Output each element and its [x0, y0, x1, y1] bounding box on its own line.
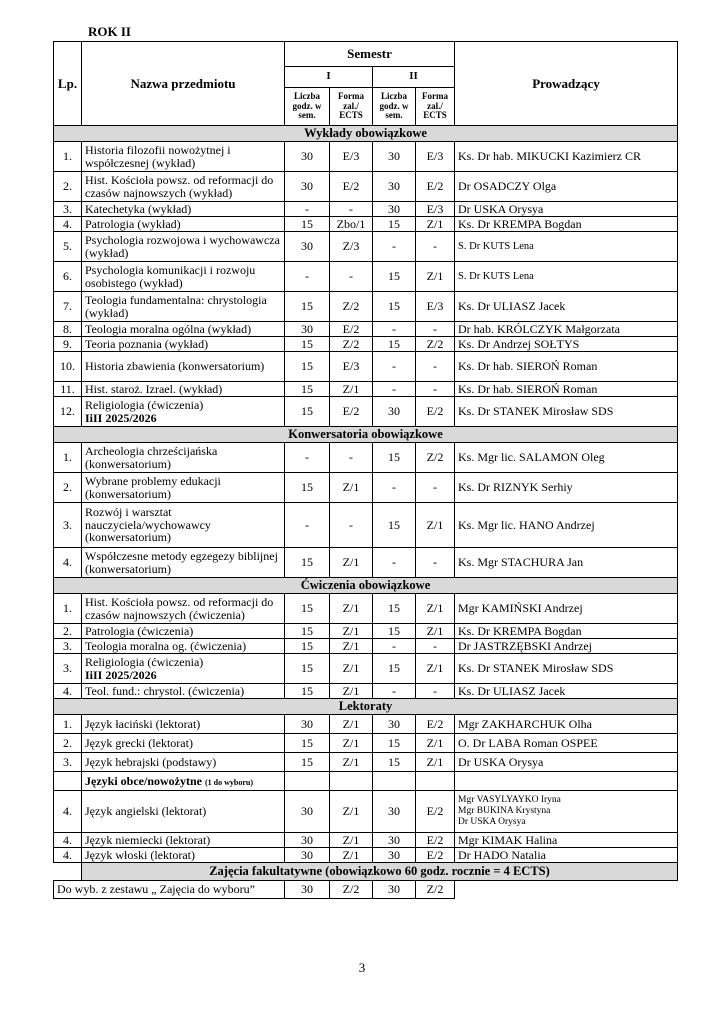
form-sem-2: Z/1 [416, 217, 455, 232]
hours-sem-1: 30 [285, 715, 330, 734]
hours-sem-1: 30 [285, 791, 330, 833]
table-row [54, 217, 678, 232]
table-row [54, 833, 678, 848]
teacher-name: Ks. Dr ULIASZ Jacek [455, 684, 678, 699]
hours-sem-1: - [285, 443, 330, 473]
teacher-list [455, 791, 678, 833]
section-title: Wykłady obowiązkowe [54, 126, 678, 142]
hours-sem-2: 15 [373, 262, 416, 292]
subject-name-text: Język włoski (lektorat) [85, 847, 195, 862]
row-number: 11. [54, 382, 82, 397]
teacher-name: S. Dr KUTS Lena [455, 262, 678, 292]
subject-name [82, 473, 285, 503]
row-number: 4. [54, 833, 82, 848]
hours-sem-1: 15 [285, 292, 330, 322]
subject-name-text: Hist. Kościoła powsz. od reformacji do czasów najnowszych (wykład) [85, 172, 274, 200]
subject-name [82, 262, 285, 292]
hours-sem-1: 30 [285, 172, 330, 202]
form-sem-2: E/3 [416, 142, 455, 172]
table-row [54, 654, 678, 684]
form-sem-2: - [416, 232, 455, 262]
subject-name [82, 654, 285, 684]
header-hours-2: Liczba godz. w sem. [373, 88, 416, 126]
hours-sem-2: 30 [373, 202, 416, 217]
footer-spacer [54, 863, 82, 881]
teacher-name: S. Dr KUTS Lena [455, 232, 678, 262]
hours-sem-2: - [373, 639, 416, 654]
section-title: Lektoraty [54, 699, 678, 715]
table-row [54, 397, 678, 427]
table-row [54, 352, 678, 382]
row-number: 3. [54, 654, 82, 684]
form-sem-2: Z/1 [416, 753, 455, 772]
table-row [54, 624, 678, 639]
subject-name [82, 833, 285, 848]
header-form-1: Forma zal./ ECTS [330, 88, 373, 126]
form-sem-2: E/2 [416, 397, 455, 427]
subject-name [82, 172, 285, 202]
row-number: 4. [54, 848, 82, 863]
table-row [54, 734, 678, 753]
form-sem-2: E/3 [416, 202, 455, 217]
subject-name [82, 232, 285, 262]
form-sem-2: E/3 [416, 292, 455, 322]
subject-name-text: Archeologia chrześcijańska (konwersatorium) [85, 443, 218, 471]
subject-name [82, 397, 285, 427]
table-row [54, 848, 678, 863]
form-sem-2: - [416, 548, 455, 578]
subject-name [82, 382, 285, 397]
hours-sem-1: 15 [285, 382, 330, 397]
row-number: 12. [54, 397, 82, 427]
subject-name [82, 503, 285, 548]
hours-sem-1: 30 [285, 322, 330, 337]
subject-name-text: Język grecki (lektorat) [85, 735, 193, 750]
header-teacher: Prowadzący [455, 42, 678, 126]
form-sem-2: - [416, 639, 455, 654]
teacher-name: Ks. Dr RIZNYK Serhiy [455, 473, 678, 503]
hours-sem-2: - [373, 473, 416, 503]
subject-name [82, 217, 285, 232]
row-number: 3. [54, 202, 82, 217]
form-sem-2 [416, 772, 455, 791]
hours-sem-1: 15 [285, 639, 330, 654]
subject-name-text: Psychologia rozwojowa i wychowawcza (wykład) [85, 232, 280, 260]
table-row [54, 503, 678, 548]
teacher-name: Ks. Dr KREMPA Bogdan [455, 624, 678, 639]
teacher-name: Ks. Dr hab. MIKUCKI Kazimierz CR [455, 142, 678, 172]
subject-name-text: Teologia moralna og. (ćwiczenia) [85, 638, 247, 653]
form-sem-2: E/2 [416, 833, 455, 848]
teacher-name: Dr OSADCZY Olga [455, 172, 678, 202]
table-row [54, 791, 678, 833]
hours-sem-2: 30 [373, 172, 416, 202]
hours-sem-1: 15 [285, 734, 330, 753]
hours-sem-1: 30 [285, 848, 330, 863]
row-number: 2. [54, 734, 82, 753]
header-lp: Lp. [54, 42, 82, 126]
section-title: Konwersatoria obowiązkowe [54, 427, 678, 443]
table-row [54, 382, 678, 397]
subject-name [82, 352, 285, 382]
hours-sem-1: 15 [285, 753, 330, 772]
teacher-name: Mgr VASYLYAYKO Iryna [458, 795, 561, 806]
hours-sem-1: - [285, 202, 330, 217]
row-number: 5. [54, 232, 82, 262]
subject-name [82, 791, 285, 833]
form-sem-2: - [416, 684, 455, 699]
hours-sem-2: 30 [373, 397, 416, 427]
form-sem-1: E/3 [330, 142, 373, 172]
hours-sem-2: 15 [373, 654, 416, 684]
form-sem-1: - [330, 262, 373, 292]
footer-hours-1: 30 [285, 881, 330, 899]
form-sem-1: E/2 [330, 172, 373, 202]
table-row [54, 443, 678, 473]
subject-name-text: Hist. Kościoła powsz. od reformacji do czasów najnowszych (ćwiczenia) [85, 594, 274, 622]
form-sem-2: - [416, 382, 455, 397]
table-row [54, 142, 678, 172]
header-hours-1: Liczba godz. w sem. [285, 88, 330, 126]
section-title: Ćwiczenia obowiązkowe [54, 578, 678, 594]
form-sem-2: Z/2 [416, 443, 455, 473]
form-sem-2: Z/1 [416, 262, 455, 292]
form-sem-2: Z/1 [416, 503, 455, 548]
subject-name-text: Psychologia komunikacji i rozwoju osobistego (wykład) [85, 262, 256, 290]
table-row [54, 753, 678, 772]
form-sem-1: Z/2 [330, 292, 373, 322]
year-title: ROK II [88, 24, 131, 39]
footer-form-2: Z/2 [416, 881, 455, 899]
teacher-name: Dr USKA Orysya [455, 202, 678, 217]
subject-name [82, 142, 285, 172]
table-row [54, 772, 678, 791]
hours-sem-1: 15 [285, 217, 330, 232]
row-number: 3. [54, 639, 82, 654]
teacher-name: O. Dr LABA Roman OSPEE [455, 734, 678, 753]
hours-sem-1: 15 [285, 397, 330, 427]
hours-sem-1 [285, 772, 330, 791]
hours-sem-2: 30 [373, 791, 416, 833]
form-sem-2: Z/2 [416, 337, 455, 352]
footer-empty [455, 881, 678, 899]
form-sem-1: Z/1 [330, 594, 373, 624]
form-sem-1: Z/1 [330, 833, 373, 848]
teacher-name: Ks. Mgr STACHURA Jan [455, 548, 678, 578]
subject-name-text: Język łaciński (lektorat) [85, 716, 201, 731]
form-sem-1: Z/1 [330, 382, 373, 397]
hours-sem-1: 15 [285, 548, 330, 578]
subject-name-text: Język niemiecki (lektorat) [85, 832, 211, 847]
table-row [54, 337, 678, 352]
table-row [54, 548, 678, 578]
form-sem-1: Z/1 [330, 734, 373, 753]
teacher-name: Mgr KAMIŃSKI Andrzej [455, 594, 678, 624]
row-number: 6. [54, 262, 82, 292]
footer-label: Do wyb. z zestawu „ Zajęcia do wyboru” [54, 881, 285, 899]
subject-name [82, 772, 285, 791]
header-form-2: Forma zal./ ECTS [416, 88, 455, 126]
teacher-name: Dr JASTRZĘBSKI Andrzej [455, 639, 678, 654]
hours-sem-1: 15 [285, 594, 330, 624]
form-sem-2: Z/1 [416, 734, 455, 753]
hours-sem-1: 15 [285, 684, 330, 699]
hours-sem-2: 30 [373, 715, 416, 734]
subject-name-text: Język hebrajski (podstawy) [85, 754, 217, 769]
hours-sem-2 [373, 772, 416, 791]
row-number: 8. [54, 322, 82, 337]
subject-name-text: Teologia moralna ogólna (wykład) [85, 321, 252, 336]
table-row [54, 202, 678, 217]
subject-name-text: Wybrane problemy edukacji (konwersatorium) [85, 473, 221, 501]
footer-title: Zajęcia fakultatywne (obowiązkowo 60 godz. rocznie = 4 ECTS) [82, 863, 678, 881]
hours-sem-2: 15 [373, 443, 416, 473]
form-sem-2: Z/1 [416, 654, 455, 684]
form-sem-1: Z/1 [330, 548, 373, 578]
subject-name [82, 715, 285, 734]
table-row [54, 262, 678, 292]
teacher-name: Dr USKA Orysya [455, 753, 678, 772]
row-number: 1. [54, 594, 82, 624]
subject-name [82, 202, 285, 217]
teacher-name: Ks. Mgr lic. SALAMON Oleg [455, 443, 678, 473]
teacher-name [455, 772, 678, 791]
header-semester: Semestr [285, 42, 455, 67]
form-sem-2: E/2 [416, 848, 455, 863]
form-sem-1: Z/1 [330, 639, 373, 654]
subject-name-text: Historia zbawienia (konwersatorium) [85, 359, 265, 374]
hours-sem-1: 30 [285, 833, 330, 848]
hours-sem-1: - [285, 262, 330, 292]
hours-sem-1: 15 [285, 337, 330, 352]
form-sem-1: Zbo/1 [330, 217, 373, 232]
hours-sem-2: - [373, 322, 416, 337]
table-row [54, 172, 678, 202]
subject-name [82, 548, 285, 578]
subject-name [82, 684, 285, 699]
hours-sem-2: 15 [373, 624, 416, 639]
hours-sem-2: - [373, 684, 416, 699]
form-sem-1: E/2 [330, 322, 373, 337]
form-sem-2: E/2 [416, 715, 455, 734]
hours-sem-2: 15 [373, 753, 416, 772]
teacher-name: Ks. Dr hab. SIEROŃ Roman [455, 382, 678, 397]
teacher-name: Mgr KIMAK Halina [455, 833, 678, 848]
hours-sem-2: 15 [373, 337, 416, 352]
hours-sem-1: 15 [285, 352, 330, 382]
form-sem-1: Z/1 [330, 791, 373, 833]
teacher-name: Ks. Dr hab. SIEROŃ Roman [455, 352, 678, 382]
form-sem-1 [330, 772, 373, 791]
subject-name [82, 443, 285, 473]
teacher-name: Ks. Dr STANEK Mirosław SDS [455, 654, 678, 684]
hours-sem-2: 30 [373, 848, 416, 863]
row-number: 4. [54, 791, 82, 833]
row-number: 2. [54, 624, 82, 639]
subject-name-text: Teoria poznania (wykład) [85, 336, 209, 351]
row-number: 7. [54, 292, 82, 322]
subject-name-text: Rozwój i warsztat nauczyciela/wychowawcy (konwersatorium) [85, 505, 211, 545]
form-sem-2: - [416, 473, 455, 503]
hours-sem-1: 15 [285, 654, 330, 684]
subject-name-text: Współczesne metody egzegezy biblijnej (konwersatorium) [85, 548, 278, 576]
teacher-name: Dr hab. KRÓLCZYK Małgorzata [455, 322, 678, 337]
table-row [54, 292, 678, 322]
row-number: 3. [54, 503, 82, 548]
page-number: 3 [358, 960, 366, 975]
teacher-name: Ks. Dr ULIASZ Jacek [455, 292, 678, 322]
form-sem-2: E/2 [416, 791, 455, 833]
hours-sem-2: 15 [373, 217, 416, 232]
row-number: 1. [54, 142, 82, 172]
teacher-name: Dr USKA Orysya [458, 816, 526, 827]
row-number: 4. [54, 684, 82, 699]
row-number: 4. [54, 548, 82, 578]
form-sem-1: E/2 [330, 397, 373, 427]
subject-year-note: IiII 2025/2026 [85, 667, 157, 682]
form-sem-1: Z/1 [330, 654, 373, 684]
form-sem-1: Z/2 [330, 337, 373, 352]
hours-sem-2: 30 [373, 833, 416, 848]
hours-sem-1: - [285, 503, 330, 548]
optional-languages-title: Języki obce/nowożytne [85, 773, 202, 788]
hours-sem-1: 30 [285, 232, 330, 262]
form-sem-2: Z/1 [416, 624, 455, 639]
subject-name [82, 753, 285, 772]
form-sem-1: Z/1 [330, 753, 373, 772]
row-number: 9. [54, 337, 82, 352]
teacher-name: Mgr ZAKHARCHUK Olha [455, 715, 678, 734]
row-number: 3. [54, 753, 82, 772]
form-sem-1: E/3 [330, 352, 373, 382]
row-number: 2. [54, 473, 82, 503]
form-sem-1: - [330, 443, 373, 473]
subject-name [82, 594, 285, 624]
hours-sem-2: - [373, 352, 416, 382]
subject-name [82, 624, 285, 639]
hours-sem-2: 15 [373, 503, 416, 548]
form-sem-1: Z/3 [330, 232, 373, 262]
form-sem-1: Z/1 [330, 624, 373, 639]
subject-name-text: Patrologia (wykład) [85, 216, 181, 231]
form-sem-2: - [416, 322, 455, 337]
form-sem-1: Z/1 [330, 848, 373, 863]
form-sem-2: Z/1 [416, 594, 455, 624]
form-sem-1: Z/1 [330, 715, 373, 734]
subject-name-text: Teologia fundamentalna: chrystologia (wykład) [85, 292, 267, 320]
subject-name [82, 848, 285, 863]
subject-name-text: Religiologia (ćwiczenia) [85, 397, 204, 412]
form-sem-2: - [416, 352, 455, 382]
hours-sem-1: 30 [285, 142, 330, 172]
header-subject: Nazwa przedmiotu [82, 42, 285, 126]
hours-sem-2: 15 [373, 292, 416, 322]
footer-hours-2: 30 [373, 881, 416, 899]
subject-name [82, 322, 285, 337]
hours-sem-2: 30 [373, 142, 416, 172]
subject-name [82, 292, 285, 322]
subject-name-text: Historia filozofii nowożytnej i współczesnej (wykład) [85, 142, 231, 170]
row-number: 4. [54, 217, 82, 232]
row-number: 2. [54, 172, 82, 202]
row-number [54, 772, 82, 791]
optional-languages-note: (1 do wyboru) [204, 777, 253, 787]
table-row [54, 473, 678, 503]
hours-sem-2: - [373, 548, 416, 578]
hours-sem-2: 15 [373, 594, 416, 624]
form-sem-1: - [330, 503, 373, 548]
subject-name-text: Religiologia (ćwiczenia) [85, 654, 204, 669]
table-row [54, 594, 678, 624]
subject-name [82, 639, 285, 654]
subject-name-text: Hist. staroż. Izrael. (wykład) [85, 381, 223, 396]
table-row [54, 232, 678, 262]
teacher-name: Ks. Dr STANEK Mirosław SDS [455, 397, 678, 427]
teacher-name: Ks. Mgr lic. HANO Andrzej [455, 503, 678, 548]
teacher-name: Ks. Dr KREMPA Bogdan [455, 217, 678, 232]
table-row [54, 639, 678, 654]
header-semester-1: I [285, 67, 373, 88]
table-row [54, 684, 678, 699]
form-sem-1: Z/1 [330, 684, 373, 699]
subject-name-text: Język angielski (lektorat) [85, 804, 207, 819]
subject-year-note: IiII 2025/2026 [85, 410, 157, 425]
hours-sem-2: - [373, 232, 416, 262]
form-sem-2: E/2 [416, 172, 455, 202]
hours-sem-2: - [373, 382, 416, 397]
hours-sem-1: 15 [285, 473, 330, 503]
teacher-name: Dr HADO Natalia [455, 848, 678, 863]
subject-name [82, 337, 285, 352]
subject-name-text: Patrologia (ćwiczenia) [85, 623, 194, 638]
subject-name-text: Teol. fund.: chrystol. (ćwiczenia) [85, 683, 245, 698]
row-number: 1. [54, 715, 82, 734]
row-number: 1. [54, 443, 82, 473]
form-sem-1: Z/1 [330, 473, 373, 503]
row-number: 10. [54, 352, 82, 382]
form-sem-1: - [330, 202, 373, 217]
hours-sem-2: 15 [373, 734, 416, 753]
footer-form-1: Z/2 [330, 881, 373, 899]
subject-name [82, 734, 285, 753]
table-row [54, 715, 678, 734]
table-row [54, 322, 678, 337]
subject-name-text: Katechetyka (wykład) [85, 201, 192, 216]
teacher-name: Mgr BUKINA Krystyna [458, 806, 551, 817]
teacher-name: Ks. Dr Andrzej SOŁTYS [455, 337, 678, 352]
course-table [53, 41, 678, 899]
hours-sem-1: 15 [285, 624, 330, 639]
header-semester-2: II [373, 67, 455, 88]
